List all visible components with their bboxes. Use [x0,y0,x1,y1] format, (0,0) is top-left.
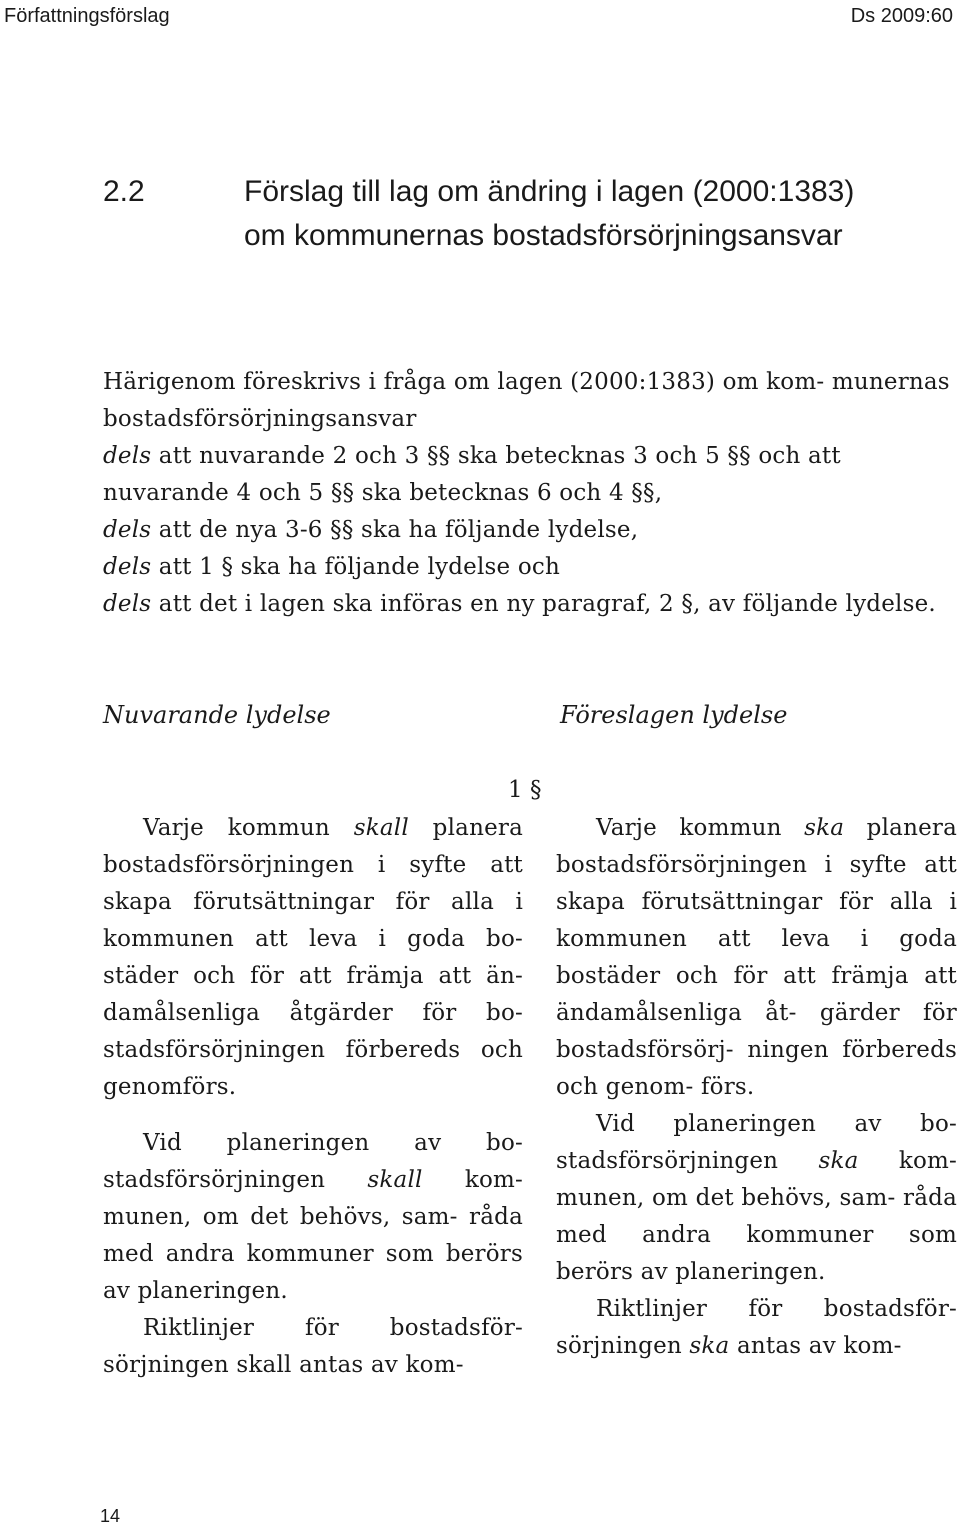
dels-word: dels [103,591,152,617]
intro-clause-3-text: att 1 § ska ha följande lydelse och [151,554,560,580]
text-run: planera bostadsförsörjningen i syfte att skapa förutsättningar för alla i kommunen att leva i goda bo- städer och för att främja att än- damålsenliga åtgärder för bo- stadsförsörjningen förbereds och genomförs. [103,815,524,1100]
section-number: 2.2 [103,175,145,208]
page-number: 14 [100,1506,121,1526]
current-paragraph-3: Riktlinjer för bostadsför- sörjningen skall antas av kom- [103,1315,523,1378]
text-run: Vid planeringen av bo- stadsförsörjningen [103,1130,523,1193]
text-run: antas av kom- [729,1333,902,1359]
text-run: planera bostadsförsörjningen i syfte att skapa förutsättningar för alla i kommunen att leva i goda bostäder och för att främja att ändamålsenliga åt- gärder för bostadsförsörj- ningen förbereds och genom- förs. [556,815,958,1100]
paragraph-marker: 1 § [508,777,542,803]
running-header-title: Författningsförslag [4,5,170,27]
text-run: Vid planeringen av bo- stadsförsörjningen [556,1111,957,1174]
text-run: Varje kommun [143,815,354,841]
intro-clause-2-text: att de nya 3-6 §§ ska ha följande lydelse, [151,517,639,543]
proposed-paragraph-2 [556,1106,957,1291]
emphasis: ska [689,1333,730,1359]
intro-line-1: Härigenom föreskrivs i fråga om lagen (2000:1383) om kom- munernas bostadsförsörjningsansvar [103,369,950,432]
current-wording-column [103,810,523,1384]
proposed-wording-heading: Föreslagen lydelse [560,701,788,729]
intro-clause-4-text: att det i lagen ska införas en ny paragraf, 2 §, av följande lydelse. [151,591,936,617]
intro-clause-3 [103,549,959,586]
current-paragraph-2 [103,1125,523,1310]
proposed-paragraph-1 [556,810,957,1106]
emphasis: ska [818,1148,859,1174]
current-paragraph-1 [103,810,523,1106]
text-run: kom- munen, om det behövs, sam- råda med andra kommuner som berörs av planeringen. [103,1167,523,1304]
emphasis: skall [353,815,409,841]
text-run: Riktlinjer för bostadsför- sörjningen [556,1296,957,1359]
proposed-wording-column [556,810,957,1365]
intro-clause-4 [103,586,959,623]
emphasis: ska [804,815,845,841]
text-run: kom- munen, om det behövs, sam- råda med andra kommuner som berörs av planeringen. [556,1148,957,1285]
emphasis: skall [367,1167,423,1193]
intro-text [103,364,959,623]
section-title: Förslag till lag om ändring i lagen (2000:1383) om kommunernas bostadsförsörjningsansvar [244,175,855,252]
running-header-doc-number: Ds 2009:60 [850,5,953,27]
intro-clause-1 [103,438,959,512]
current-wording-heading: Nuvarande lydelse [103,701,331,729]
intro-clause-1-text: att nuvarande 2 och 3 §§ ska betecknas 3 och 5 §§ och att nuvarande 4 och 5 §§ ska betecknas 6 och 4 §§, [103,443,841,506]
text-run: Varje kommun [596,815,805,841]
intro-clause-2 [103,512,959,549]
dels-word: dels [103,517,152,543]
proposed-paragraph-3 [556,1291,957,1365]
dels-word: dels [103,554,152,580]
dels-word: dels [103,443,152,469]
